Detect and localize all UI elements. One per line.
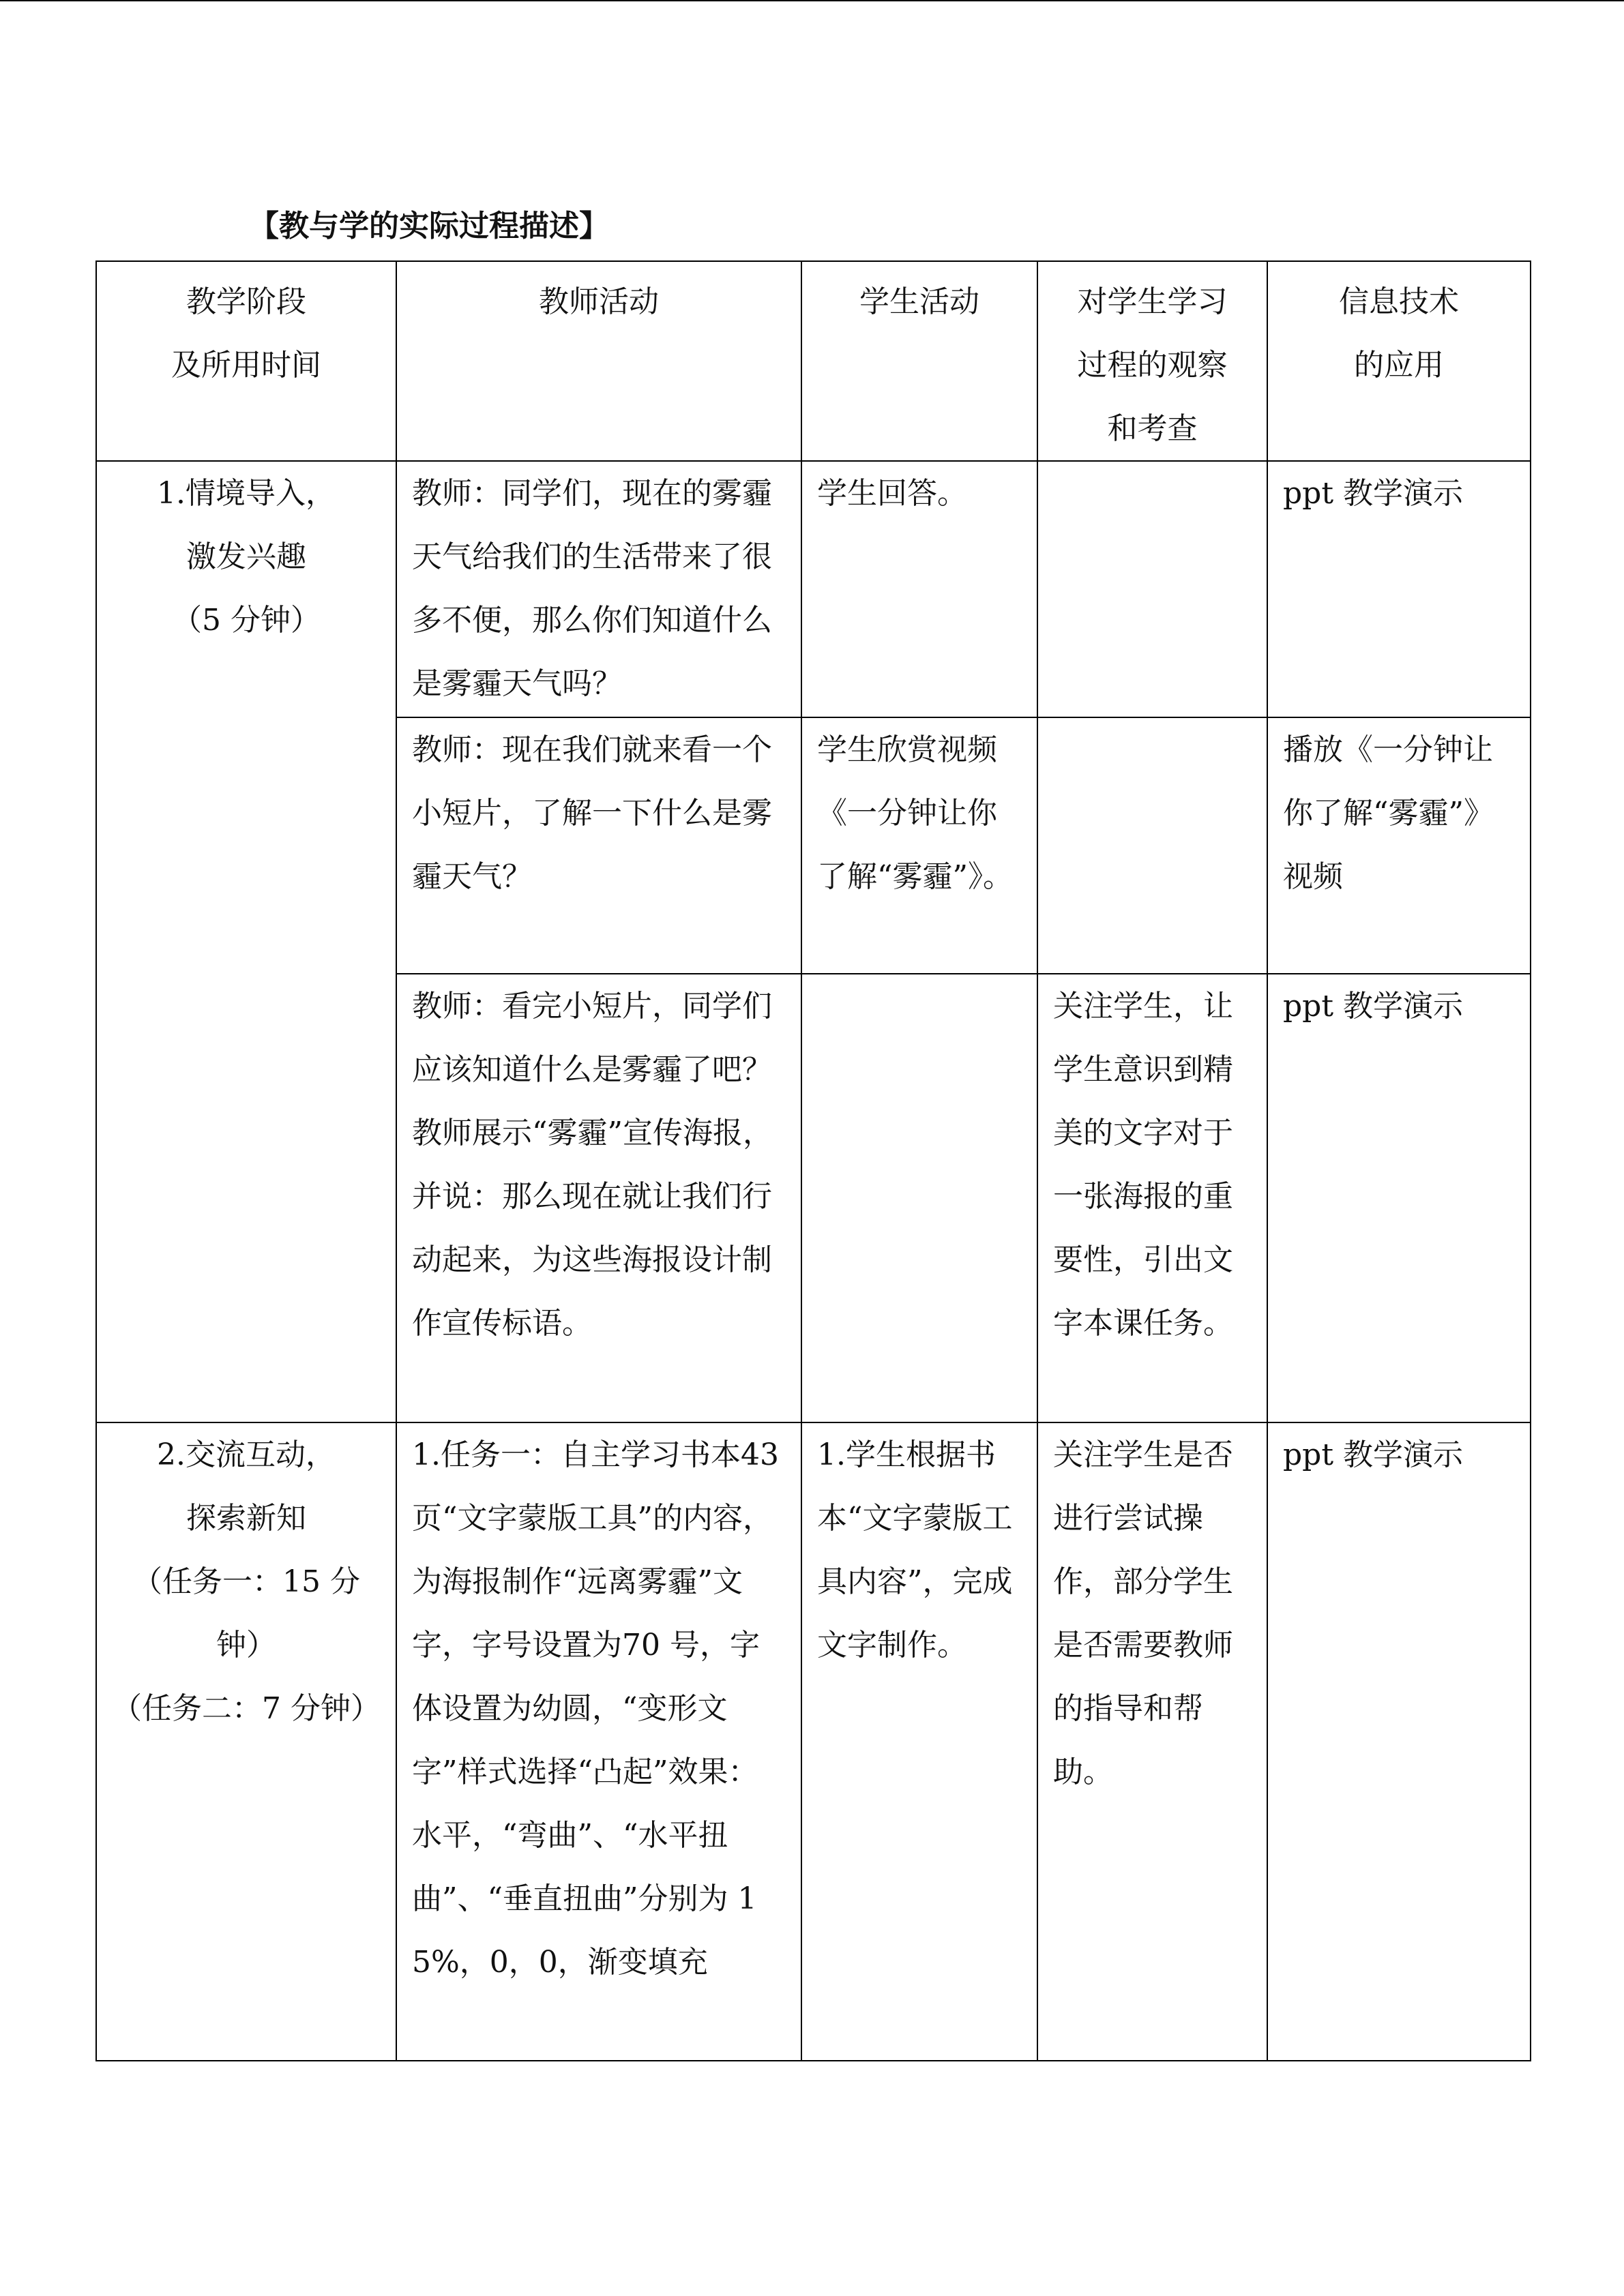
student-activity-cell: 学生回答。 [801,461,1037,717]
header-student-activity: 学生活动 [801,261,1037,461]
table-row [96,461,1531,717]
it-application-cell: ppt 教学演示 [1267,974,1531,1422]
observation-cell [1037,717,1267,974]
it-application-cell: ppt 教学演示 [1267,461,1531,717]
header-teacher-activity: 教师活动 [396,261,801,461]
header-observation: 对学生学习 过程的观察 和考查 [1037,261,1267,461]
lesson-process-table [95,260,1531,2061]
teacher-activity-cell: 教师：现在我们就来看一个小短片，了解一下什么是雾霾天气？ [396,717,801,974]
table-row [96,1422,1531,2061]
it-application-cell: 播放《一分钟让你了解“雾霾”》视频 [1267,717,1531,974]
observation-cell: 关注学生是否进行尝试操作，部分学生是否需要教师的指导和帮助。 [1037,1422,1267,2061]
student-activity-cell: 1.学生根据书本“文字蒙版工具内容”，完成文字制作。 [801,1422,1037,2061]
stage-2-cell: 2.交流互动， 探索新知 （任务一：15 分钟） （任务二：7 分钟） [96,1422,396,2061]
section-title: 【教与学的实际过程描述】 [249,209,609,243]
page-top-border [0,0,1624,1]
teacher-activity-cell: 教师：同学们，现在的雾霾天气给我们的生活带来了很多不便，那么你们知道什么是雾霾天气吗？ [396,461,801,717]
table-header-row [96,261,1531,461]
stage-1-cell: 1.情境导入， 激发兴趣 （5 分钟） [96,461,396,1422]
student-activity-cell [801,974,1037,1422]
it-application-cell: ppt 教学演示 [1267,1422,1531,2061]
teacher-activity-cell: 1.任务一：自主学习书本43 页“文字蒙版工具”的内容，为海报制作“远离雾霾”文字，字号设置为70 号，字体设置为幼圆，“变形文字”样式选择“凸起”效果：水平，“弯曲”、“水平扭曲”、“垂直扭曲”分别为 15%，0，0，渐变填充 [396,1422,801,2061]
header-it-application: 信息技术 的应用 [1267,261,1531,461]
student-activity-cell: 学生欣赏视频《一分钟让你了解“雾霾”》。 [801,717,1037,974]
observation-cell: 关注学生，让学生意识到精美的文字对于一张海报的重要性，引出文字本课任务。 [1037,974,1267,1422]
observation-cell [1037,461,1267,717]
header-stage-time: 教学阶段 及所用时间 [96,261,396,461]
teacher-activity-cell: 教师：看完小短片，同学们应该知道什么是雾霾了吧？教师展示“雾霾”宣传海报，并说：那么现在就让我们行动起来，为这些海报设计制作宣传标语。 [396,974,801,1422]
